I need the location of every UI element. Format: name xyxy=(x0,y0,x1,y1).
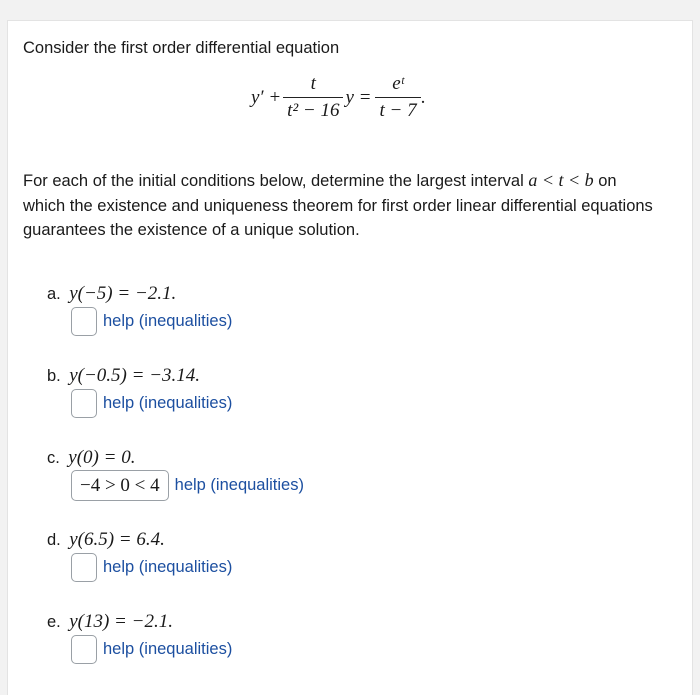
instructions-line1-end: on xyxy=(593,172,617,190)
equation xyxy=(251,73,425,122)
help-link-d[interactable]: help (inequalities) xyxy=(103,558,233,576)
equation-end: . xyxy=(420,86,426,108)
answer-row-a xyxy=(71,307,232,336)
instructions-line3: guarantees the existence of a unique solution. xyxy=(23,221,360,239)
answer-input-b[interactable] xyxy=(71,389,97,418)
answer-input-c[interactable]: −4 > 0 < 4 xyxy=(71,470,169,501)
instructions-line1: For each of the initial conditions below, determine the largest interval xyxy=(23,172,529,190)
answer-input-d[interactable] xyxy=(71,553,97,582)
help-link-e[interactable]: help (inequalities) xyxy=(103,640,233,658)
frac2-numerator: eᵗ xyxy=(392,73,404,94)
item-d xyxy=(47,529,165,551)
instructions xyxy=(23,168,683,243)
problem-card xyxy=(7,20,693,695)
answer-row-d xyxy=(71,553,232,582)
item-label: d. xyxy=(47,531,61,549)
help-link-c[interactable]: help (inequalities) xyxy=(174,476,304,494)
help-link-a[interactable]: help (inequalities) xyxy=(103,312,233,330)
answer-row-c xyxy=(71,470,304,501)
intro-text: Consider the first order differential equation xyxy=(23,39,340,57)
equation-fraction-1 xyxy=(283,73,343,122)
item-label: b. xyxy=(47,367,61,385)
equation-mid: y = xyxy=(345,86,372,108)
item-c xyxy=(47,447,135,469)
item-b xyxy=(47,365,200,387)
answer-input-a[interactable] xyxy=(71,307,97,336)
item-condition: y(13) = −2.1. xyxy=(69,611,173,632)
answer-row-b xyxy=(71,389,232,418)
frac1-denominator: t² − 16 xyxy=(283,97,343,122)
equation-fraction-2 xyxy=(375,73,420,122)
answer-row-e xyxy=(71,635,232,664)
equation-lhs-start: y′ + xyxy=(251,86,282,108)
help-link-b[interactable]: help (inequalities) xyxy=(103,394,233,412)
instructions-line2: which the existence and uniqueness theorem for first order linear differential equations xyxy=(23,196,653,215)
item-label: c. xyxy=(47,449,60,467)
item-condition: y(−5) = −2.1. xyxy=(69,283,177,304)
interval-expression: a < t < b xyxy=(528,170,594,190)
item-condition: y(6.5) = 6.4. xyxy=(69,529,165,550)
answer-input-e[interactable] xyxy=(71,635,97,664)
frac2-denominator: t − 7 xyxy=(375,97,420,122)
item-label: a. xyxy=(47,285,61,303)
item-a xyxy=(47,283,176,305)
frac1-numerator: t xyxy=(310,73,316,94)
item-e xyxy=(47,611,173,633)
item-condition: y(0) = 0. xyxy=(68,447,136,468)
item-condition: y(−0.5) = −3.14. xyxy=(69,365,201,386)
item-label: e. xyxy=(47,613,61,631)
